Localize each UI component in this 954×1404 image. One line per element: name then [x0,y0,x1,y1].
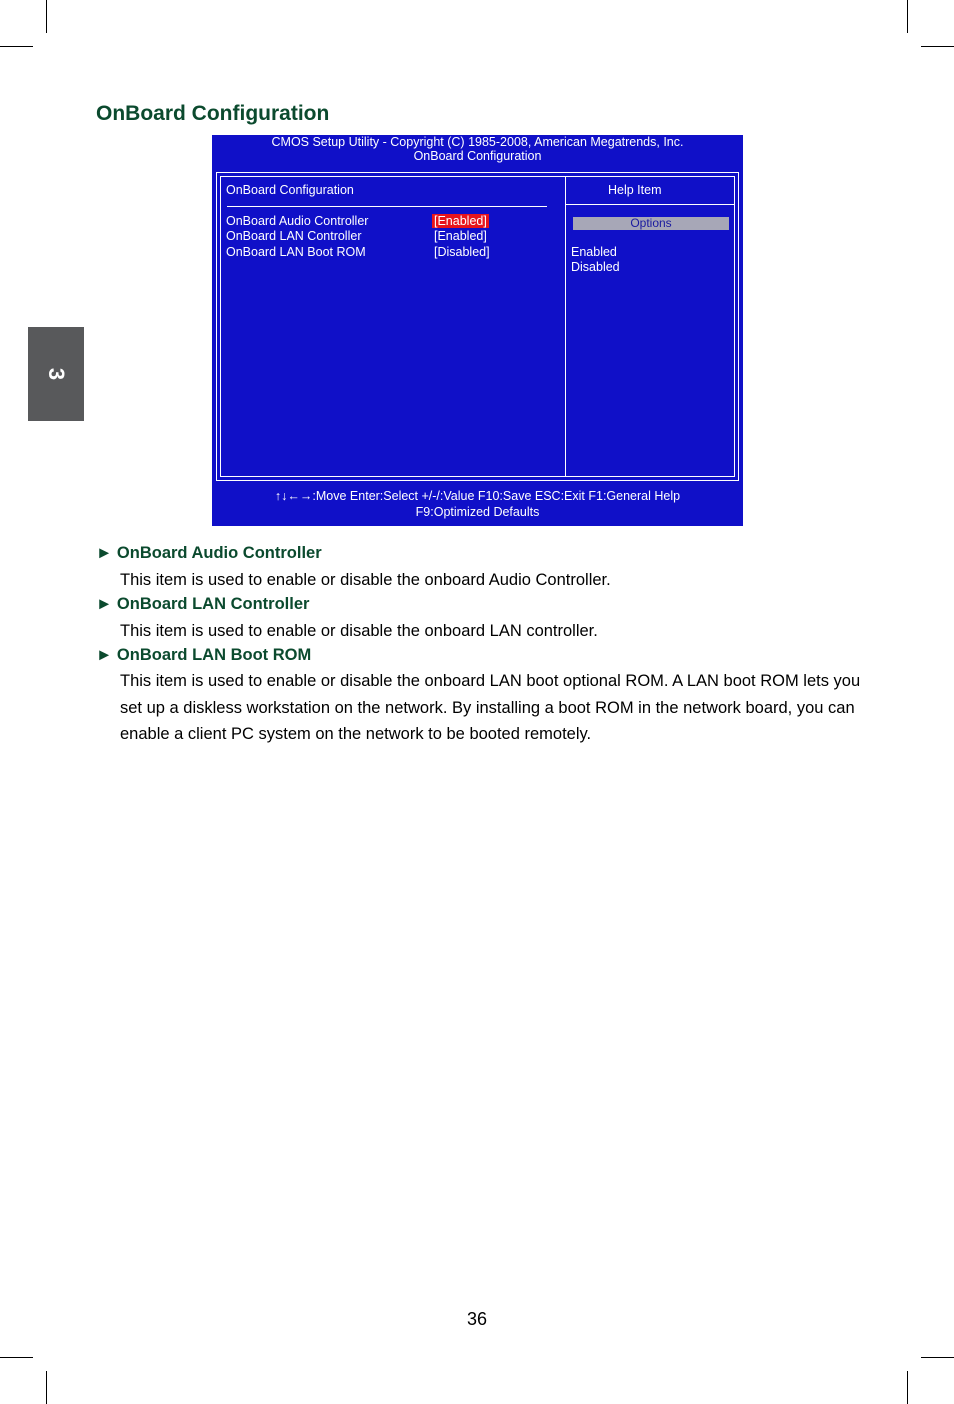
crop-mark [907,0,908,33]
options-label: Options [573,217,729,230]
setting-value-audio[interactable] [432,214,489,229]
setting-value-lan[interactable]: [Enabled] [434,229,487,243]
help-divider [565,204,734,205]
bios-frame [216,172,739,481]
section-text-lan-boot-rom: This item is used to enable or disable the onboard LAN boot optional ROM. A LAN boot ROM lets you set up a diskless workstation on the network. By installing a boot ROM in the network board, you can enable a client PC system on the network to be booted remotely. [120,672,861,743]
crop-mark [907,1371,908,1404]
panel-divider [565,177,566,476]
menu-divider [227,206,547,207]
section-heading-audio: ► OnBoard Audio Controller [96,544,322,562]
section-heading-lan: ► OnBoard LAN Controller [96,595,310,613]
setting-label-lan-boot-rom[interactable]: OnBoard LAN Boot ROM [226,245,366,259]
option-enabled: Enabled [571,245,617,259]
bios-key-help-defaults: F9:Optimized Defaults [415,505,540,519]
page-number: 36 [466,1309,488,1329]
chapter-tab [28,327,84,421]
section-text-lan: This item is used to enable or disable the onboard LAN controller. [120,622,598,640]
setting-label-lan[interactable]: OnBoard LAN Controller [226,229,362,243]
option-disabled: Disabled [571,260,620,274]
crop-mark [46,1371,47,1404]
panel-title: OnBoard Configuration [226,183,354,197]
setting-value-lan-boot-rom[interactable]: [Disabled] [434,245,490,259]
bios-header-title: OnBoard Configuration [413,149,542,163]
chapter-number: 3 [44,367,69,381]
setting-label-audio[interactable]: OnBoard Audio Controller [226,214,369,228]
crop-mark [0,1357,33,1358]
crop-mark [921,1357,954,1358]
bios-header-copyright: CMOS Setup Utility - Copyright (C) 1985-2008, American Megatrends, Inc. [271,135,684,149]
selected-value[interactable]: [Enabled] [434,214,487,228]
bios-panel [220,176,735,477]
crop-mark [921,46,954,47]
section-heading-lan-boot-rom: ► OnBoard LAN Boot ROM [96,646,312,664]
crop-mark [0,46,33,47]
bios-screenshot [212,135,743,526]
page-title: OnBoard Configuration [96,102,330,125]
section-text-audio: This item is used to enable or disable the onboard Audio Controller. [120,571,611,589]
help-title: Help Item [608,183,662,197]
crop-mark [46,0,47,33]
bios-key-help: ↑↓←→:Move Enter:Select +/-/:Value F10:Save ESC:Exit F1:General Help [274,489,681,503]
